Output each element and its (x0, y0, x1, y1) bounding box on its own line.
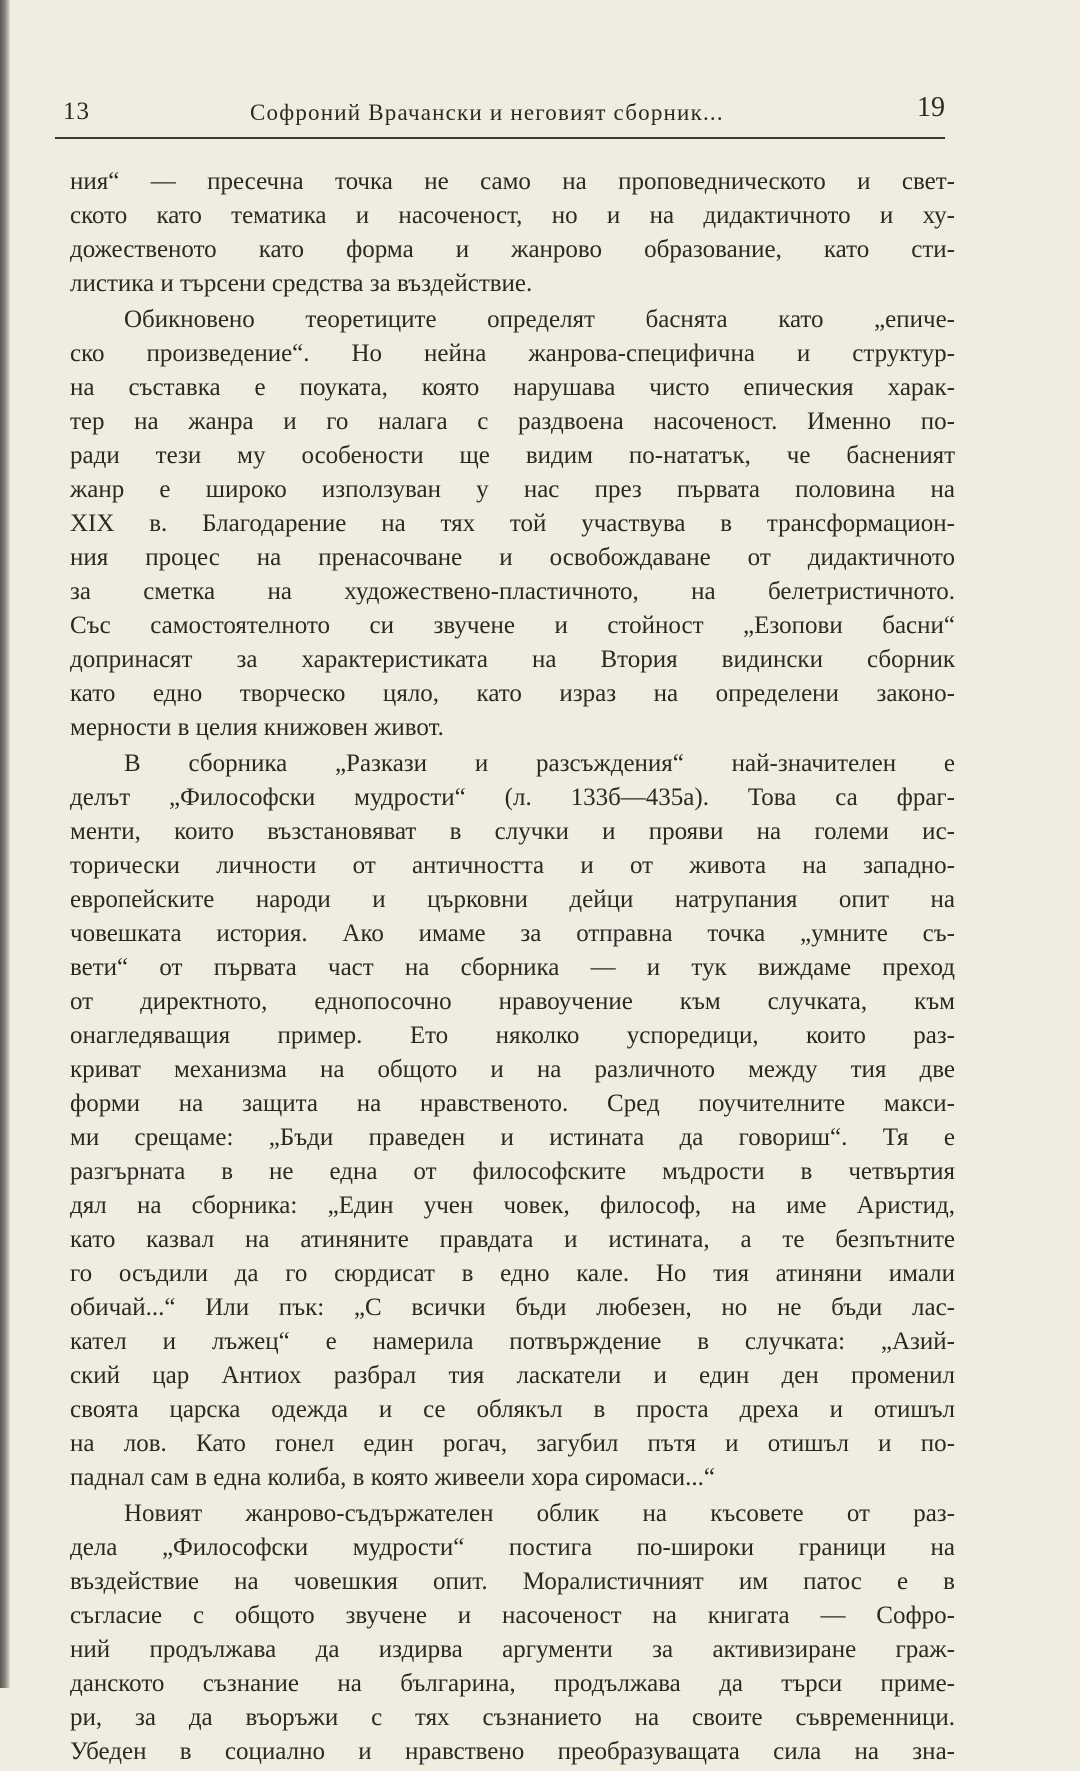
page-number: 19 (917, 92, 945, 123)
text-line: човешката история. Ако имаме за отправна точка „умните съ- (70, 920, 955, 947)
text-line: ния процес на пренасочване и освобождаване от дидактичното (70, 544, 955, 571)
book-spine-shadow (0, 0, 10, 1688)
body-text (70, 165, 955, 1771)
text-line: от директното, еднопосочно нравоучение към случката, към (70, 988, 955, 1015)
text-line: ния“ — пресечна точка не само на проповедническото и свет- (70, 168, 955, 195)
text-line: въздействие на човешкия опит. Моралистичният им патос е в (70, 1568, 955, 1595)
text-line: разгърната в не една от философските мъдрости в четвъртия (70, 1158, 955, 1185)
text-line: допринасят за характеристиката на Втория видински сборник (70, 646, 955, 673)
text-line: менти, които възстановяват в случки и прояви на големи ис- (70, 818, 955, 845)
text-line: Обикновено теоретиците определят баснята като „епиче- (124, 306, 955, 333)
text-line: жанр е широко използуван у нас през първата половина на (70, 476, 955, 503)
text-line: ско произведение“. Но нейна жанрова-специфична и структур- (70, 340, 955, 367)
paragraph (70, 747, 955, 1495)
running-title: Софроний Врачански и неговият сборник... (250, 100, 724, 125)
text-line: ради тези му особености ще видим по-нататък, че басненият (70, 442, 955, 469)
text-line: данското съзнание на българина, продължава да търси приме- (70, 1670, 955, 1697)
text-line: листика и търсени средства за въздействие. (70, 270, 533, 297)
text-line: криват механизма на общото и на различното между тия две (70, 1056, 955, 1083)
text-line: на съставка е поуката, която нарушава чисто епическия харак- (70, 374, 955, 401)
text-line: ми срещаме: „Бъди праведен и истината да говориш“. Тя е (70, 1124, 955, 1151)
text-line: съгласие с общото звучене и насоченост на книгата — Софро- (70, 1602, 955, 1629)
text-line: Убеден в социално и нравствено преобразуващата сила на зна- (70, 1738, 955, 1765)
text-line: делът „Философски мудрости“ (л. 133б—435а). Това са фраг- (70, 784, 955, 811)
text-line: европейските народи и църковни дейци натрупания опит на (70, 886, 955, 913)
text-line: тер на жанра и го налага с раздвоена насоченост. Именно по- (70, 408, 955, 435)
paragraph (70, 165, 955, 301)
text-line: обичай...“ Или пък: „С всички бъди любезен, но не бъди лас- (70, 1294, 955, 1321)
text-line: XIX в. Благодарение на тях той участвува в трансформацион- (70, 510, 955, 537)
text-line: паднал сам в една колиба, в която живеели хора сиромаси...“ (70, 1464, 716, 1491)
text-line: ското като тематика и насоченост, но и на дидактичното и ху- (70, 202, 955, 229)
text-line: на лов. Като гонел един рогач, загубил пътя и отишъл и по- (70, 1430, 955, 1457)
text-line: вети“ от първата част на сборника — и тук виждаме преход (70, 954, 955, 981)
text-line: ний продължава да издирва аргументи за активизиране граж- (70, 1636, 955, 1663)
text-line: като едно творческо цяло, като израз на определени законо- (70, 680, 955, 707)
text-line: мерности в целия книжовен живот. (70, 714, 444, 741)
text-line: своята царска одежда и се облякъл в проста дреха и отишъл (70, 1396, 955, 1423)
page-header (55, 92, 945, 132)
text-line: дела „Философски мудрости“ постига по-широки граници на (70, 1534, 955, 1561)
text-line: онагледяващия пример. Ето няколко успоредици, които раз- (70, 1022, 955, 1049)
text-line: като казвал на атиняните правдата и истината, а те безпътните (70, 1226, 955, 1253)
paragraph (70, 303, 955, 745)
text-line: дожественото като форма и жанрово образование, като сти- (70, 236, 955, 263)
text-line: торически личности от античността и от живота на западно- (70, 852, 955, 879)
text-line: дял на сборника: „Един учен човек, философ, на име Аристид, (70, 1192, 955, 1219)
text-line: за сметка на художествено-пластичното, на белетристичното. (70, 578, 955, 605)
text-line: форми на защита на нравственото. Сред поучителните макси- (70, 1090, 955, 1117)
text-line: ский цар Антиох разбрал тия ласкатели и един ден променил (70, 1362, 955, 1389)
text-line: В сборника „Разкази и разсъждения“ най-значителен е (124, 750, 955, 777)
text-line: Със самостоятелното си звучене и стойност „Езопови басни“ (70, 612, 955, 639)
header-rule (55, 137, 945, 139)
signature-number: 13 (63, 98, 90, 125)
text-line: кател и лъжец“ е намерила потвърждение в случката: „Азий- (70, 1328, 955, 1355)
text-line: го осъдили да го сюрдисат в едно кале. Но тия атиняни имали (70, 1260, 955, 1287)
paragraph (70, 1497, 955, 1769)
text-line: Новият жанрово-съдържателен облик на късовете от раз- (124, 1500, 955, 1527)
text-line: ри, за да въоръжи с тях съзнанието на своите съвременници. (70, 1704, 955, 1731)
